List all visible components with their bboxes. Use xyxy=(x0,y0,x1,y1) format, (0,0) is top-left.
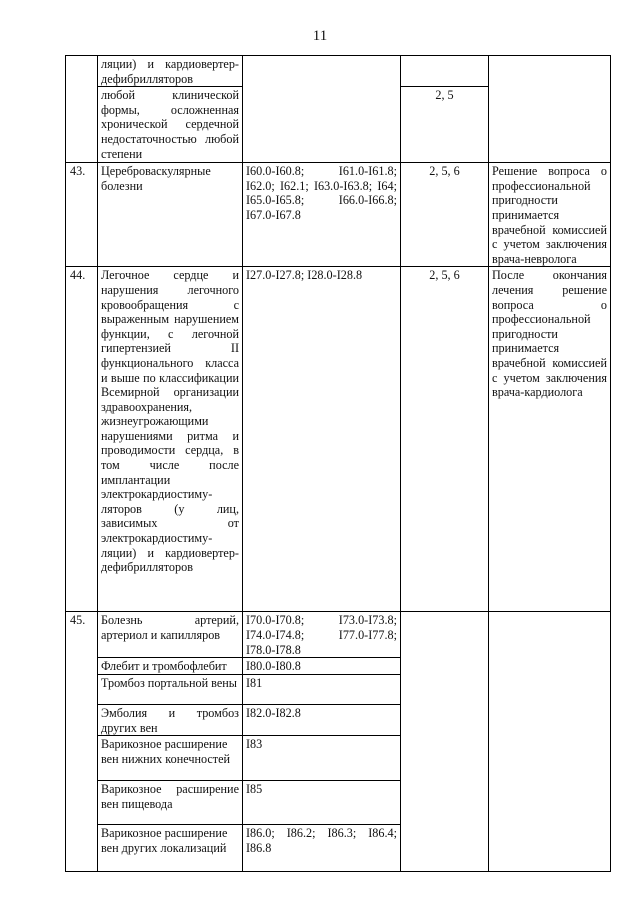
table-row-44 xyxy=(66,267,611,612)
disease-cell: любой клинической формы, осложненная хронической сердечной недостаточностью любой степени xyxy=(98,87,243,163)
row-number-cell xyxy=(66,56,98,163)
disease-cell: Болезнь артерий, артериол и капилляров xyxy=(98,612,243,658)
disease-cell: Варикозное расширение вен нижних конечностей xyxy=(98,736,243,781)
table-row-43 xyxy=(66,163,611,267)
codes-cell: I82.0-I82.8 xyxy=(243,704,401,735)
codes-cell: I27.0-I27.8; I28.0-I28.8 xyxy=(243,267,401,612)
disease-cell: Эмболия и тромбоз других вен xyxy=(98,704,243,735)
disease-cell: Флебит и тромбофлебит xyxy=(98,658,243,675)
disease-cell: Цереброваскулярные болезни xyxy=(98,163,243,267)
contraindication-cell: 2, 5, 6 xyxy=(401,163,489,267)
note-cell xyxy=(489,56,611,163)
codes-cell: I81 xyxy=(243,674,401,704)
note-cell xyxy=(489,612,611,872)
codes-cell: I85 xyxy=(243,781,401,825)
row-number-cell: 45. xyxy=(66,612,98,872)
row-number-cell: 43. xyxy=(66,163,98,267)
codes-cell: I80.0-I80.8 xyxy=(243,658,401,675)
page-number: 11 xyxy=(312,28,328,44)
codes-cell xyxy=(243,56,401,163)
codes-cell: I83 xyxy=(243,736,401,781)
disease-cell: Тромбоз портальной вены xyxy=(98,674,243,704)
disease-cell: Легочное сердце и нарушения легочного кровообращения с выраженным нарушением функции, с легочной гипертензией II функционального класса и выше по классификации Всемирной организации здравоохранения, жизнеугрожающими нарушениями ритма и проводимости сердца, в том числе после имплантации электрокардиостиму-ляторов (у лиц, зависимых от электрокардиостиму-ляции) и кардиовертер-дефибрилляторов xyxy=(98,267,243,612)
note-cell: Решение вопроса о профессиональной пригодности принимается врачебной комиссией с учетом заключения врача-невролога xyxy=(489,163,611,267)
codes-cell: I60.0-I60.8; I61.0-I61.8; I62.0; I62.1; I63.0-I63.8; I64; I65.0-I65.8; I66.0-I66.8; I67.0-I67.8 xyxy=(243,163,401,267)
disease-cell: Варикозное расширение вен других локализаций xyxy=(98,825,243,872)
codes-cell: I86.0; I86.2; I86.3; I86.4; I86.8 xyxy=(243,825,401,872)
contraindication-cell: 2, 5 xyxy=(401,87,489,163)
disease-cell: ляции) и кардиовертер-дефибрилляторов xyxy=(98,56,243,87)
contraindications-table xyxy=(65,55,611,872)
table-row-45-item-1 xyxy=(66,612,611,658)
note-cell: После окончания лечения решение вопроса о профессиональной пригодности принимается врачебной комиссией с учетом заключения врача-кардиолога xyxy=(489,267,611,612)
table-row-continuation-a xyxy=(66,56,611,87)
codes-cell: I70.0-I70.8; I73.0-I73.8; I74.0-I74.8; I77.0-I77.8; I78.0-I78.8 xyxy=(243,612,401,658)
contraindication-cell xyxy=(401,56,489,87)
row-number-cell: 44. xyxy=(66,267,98,612)
contraindication-cell: 2, 5, 6 xyxy=(401,267,489,612)
disease-cell: Варикозное расширение вен пищевода xyxy=(98,781,243,825)
contraindication-cell xyxy=(401,612,489,872)
